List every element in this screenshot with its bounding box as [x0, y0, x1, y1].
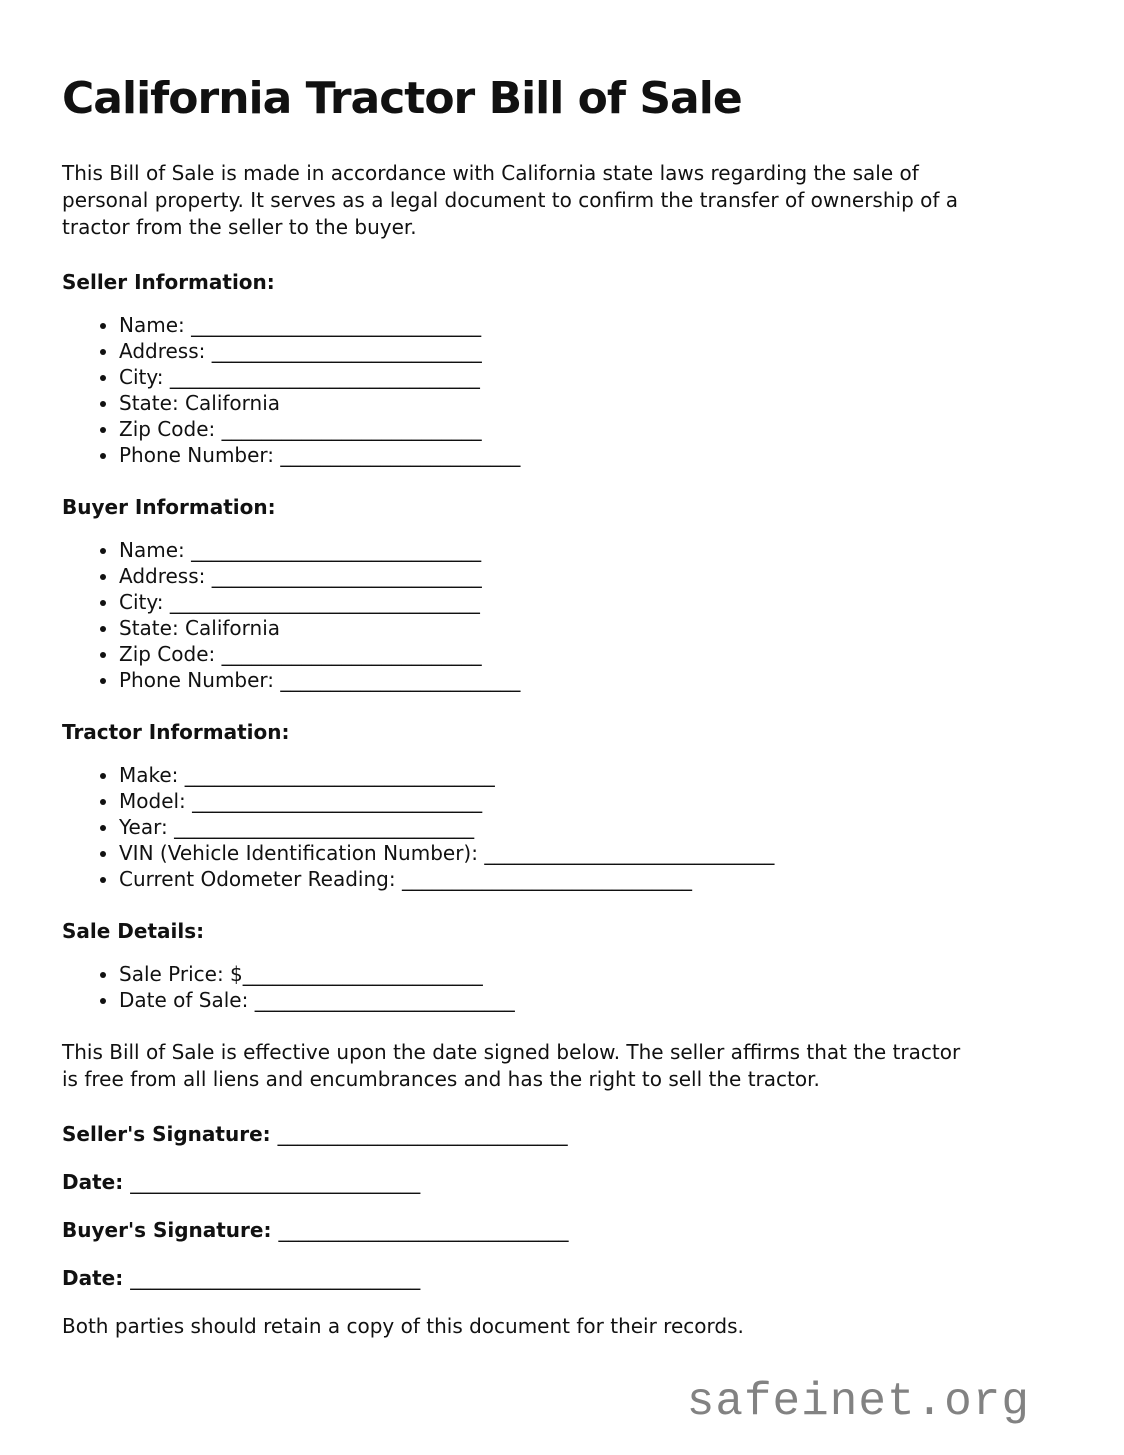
buyer-city-field [119, 589, 1062, 615]
buyer-zip-field [119, 641, 1062, 667]
seller-signature-label: Seller's Signature: [62, 1122, 278, 1146]
buyer-signature-line [62, 1217, 1062, 1244]
blank-line: ___________________________ [211, 339, 482, 363]
intro-line: This Bill of Sale is made in accordance with California state laws regarding the sale of [62, 161, 919, 185]
seller-information-list [62, 312, 1062, 468]
blank-line: _____________________________ [401, 867, 692, 891]
seller-information-heading: Seller Information: [62, 270, 275, 294]
tractor-vin-field [119, 840, 1062, 866]
blank-line: ___________________________ [211, 564, 482, 588]
field-label: VIN (Vehicle Identification Number): [119, 841, 485, 865]
affirmation-paragraph [62, 1039, 1062, 1093]
field-label: Current Odometer Reading: [119, 867, 402, 891]
intro-paragraph [62, 160, 1062, 241]
field-label: City: [119, 590, 170, 614]
field-label: Zip Code: [119, 642, 222, 666]
buyer-signature-label: Buyer's Signature: [62, 1218, 279, 1242]
field-label: City: [119, 365, 170, 389]
field-label: Name: [119, 538, 192, 562]
blank-line: _____________________________ [130, 1266, 421, 1290]
blank-line: ________________________ [280, 443, 521, 467]
sale-details-list [62, 961, 1062, 1013]
records-note: Both parties should retain a copy of this document for their records. [62, 1314, 744, 1338]
field-label: Address: [119, 339, 212, 363]
tractor-model-field [119, 788, 1062, 814]
blank-line: ________________________ [242, 962, 483, 986]
field-label: Phone Number: [119, 443, 281, 467]
field-label: Address: [119, 564, 212, 588]
tractor-make-field [119, 762, 1062, 788]
blank-line: _______________________________ [184, 763, 495, 787]
date-of-sale-field [119, 987, 1062, 1013]
field-label: State: California [119, 616, 281, 640]
buyer-address-field [119, 563, 1062, 589]
seller-zip-field [119, 416, 1062, 442]
field-label: Date of Sale: [119, 988, 255, 1012]
buyer-name-field [119, 537, 1062, 563]
blank-line: _____________________________ [191, 538, 482, 562]
field-label: Sale Price: $ [119, 962, 243, 986]
blank-line: _____________________________ [130, 1170, 421, 1194]
sale-details-heading: Sale Details: [62, 919, 205, 943]
blank-line: _______________________________ [169, 365, 480, 389]
field-label: Phone Number: [119, 668, 281, 692]
buyer-state-field [119, 615, 1062, 641]
intro-line: personal property. It serves as a legal document to confirm the transfer of ownership of a [62, 188, 959, 212]
seller-name-field [119, 312, 1062, 338]
seller-date-line [62, 1169, 1062, 1196]
blank-line: _____________________________ [277, 1122, 568, 1146]
field-label: Make: [119, 763, 185, 787]
blank-line: _____________________________ [192, 789, 483, 813]
blank-line: ______________________________ [174, 815, 475, 839]
blank-line: _____________________________ [484, 841, 775, 865]
seller-date-label: Date: [62, 1170, 131, 1194]
tractor-year-field [119, 814, 1062, 840]
field-label: Model: [119, 789, 193, 813]
watermark-safeinet: safeinet.org [686, 1376, 1030, 1428]
tractor-odometer-field [119, 866, 1062, 892]
field-label: Zip Code: [119, 417, 222, 441]
field-label: Name: [119, 313, 192, 337]
seller-address-field [119, 338, 1062, 364]
blank-line: ________________________ [280, 668, 521, 692]
blank-line: _______________________________ [169, 590, 480, 614]
blank-line: _____________________________ [278, 1218, 569, 1242]
buyer-date-line [62, 1265, 1062, 1292]
blank-line: __________________________ [221, 417, 482, 441]
seller-signature-line [62, 1121, 1062, 1148]
field-label: Year: [119, 815, 175, 839]
affirmation-line: is free from all liens and encumbrances and has the right to sell the tractor. [62, 1067, 820, 1091]
sale-price-field [119, 961, 1062, 987]
blank-line: __________________________ [254, 988, 515, 1012]
seller-state-field [119, 390, 1062, 416]
seller-city-field [119, 364, 1062, 390]
page-title: California Tractor Bill of Sale [62, 73, 742, 124]
intro-line: tractor from the seller to the buyer. [62, 215, 417, 239]
affirmation-line: This Bill of Sale is effective upon the date signed below. The seller affirms that the tractor [62, 1040, 961, 1064]
buyer-phone-field [119, 667, 1062, 693]
tractor-information-list [62, 762, 1062, 892]
blank-line: __________________________ [221, 642, 482, 666]
buyer-date-label: Date: [62, 1266, 131, 1290]
buyer-information-list [62, 537, 1062, 693]
tractor-information-heading: Tractor Information: [62, 720, 290, 744]
blank-line: _____________________________ [191, 313, 482, 337]
buyer-information-heading: Buyer Information: [62, 495, 276, 519]
field-label: State: California [119, 391, 281, 415]
seller-phone-field [119, 442, 1062, 468]
